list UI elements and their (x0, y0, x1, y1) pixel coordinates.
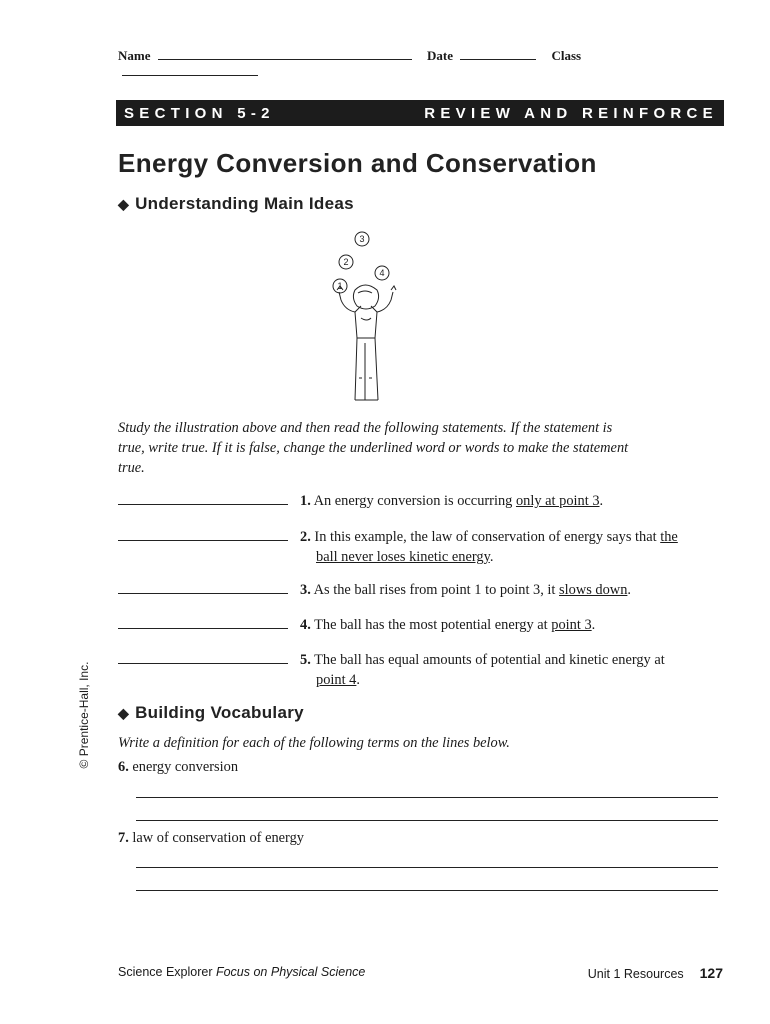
point-label-3: 3 (359, 234, 365, 244)
page-number: 127 (699, 965, 723, 981)
vocab-heading: ◆ Building Vocabulary (118, 703, 304, 722)
class-label: Class (551, 48, 582, 63)
footer-book: Science Explorer Focus on Physical Science (118, 965, 366, 979)
worksheet-header (118, 48, 723, 80)
answer-blank-4[interactable] (118, 615, 288, 629)
answer-line[interactable] (136, 867, 718, 868)
copyright-notice: © Prentice-Hall, Inc. (77, 661, 91, 769)
juggler-illustration (325, 228, 415, 403)
question-row: 4. The ball has the most potential energy at point 3. (118, 615, 723, 635)
answer-line[interactable] (136, 797, 718, 798)
section-bar (116, 100, 724, 126)
section-type: REVIEW AND REINFORCE (424, 104, 718, 122)
point-label-4: 4 (379, 268, 385, 278)
question-row: 2. In this example, the law of conservation of energy says that the ball never loses kinetic energy. (118, 527, 723, 567)
main-ideas-instructions: Study the illustration above and then read the following statements. If the statement is true, write true. If it is false, change the underlined word or words to make the statement true. (118, 420, 629, 476)
name-label: Name (118, 48, 151, 63)
main-ideas-heading: ◆ Understanding Main Ideas (118, 194, 354, 213)
answer-blank-5[interactable] (118, 650, 288, 664)
point-label-2: 2 (343, 257, 349, 267)
footer-unit: Unit 1 Resources 127 (587, 965, 723, 981)
diamond-icon: ◆ (118, 705, 130, 721)
answer-line[interactable] (136, 890, 718, 891)
answer-blank-3[interactable] (118, 580, 288, 594)
class-field[interactable] (122, 65, 258, 76)
page-title: Energy Conversion and Conservation (118, 148, 597, 178)
question-row: 3. As the ball rises from point 1 to point 3, it slows down. (118, 580, 723, 600)
diamond-icon: ◆ (118, 196, 130, 212)
name-field[interactable] (158, 49, 412, 60)
vocab-term: 7. law of conservation of energy (118, 830, 304, 846)
answer-blank-1[interactable] (118, 491, 288, 505)
vocab-instructions: Write a definition for each of the following terms on the lines below. (118, 735, 510, 751)
page-footer (118, 965, 723, 981)
question-row: 1. An energy conversion is occurring only at point 3. (118, 491, 723, 511)
vocab-term: 6. energy conversion (118, 759, 239, 775)
section-number: SECTION 5-2 (124, 104, 275, 122)
date-label: Date (427, 48, 453, 63)
answer-blank-2[interactable] (118, 527, 288, 541)
point-label-1: 1 (337, 281, 343, 291)
date-field[interactable] (460, 49, 536, 60)
answer-line[interactable] (136, 820, 718, 821)
question-row: 5. The ball has equal amounts of potential and kinetic energy at point 4. (118, 650, 723, 690)
